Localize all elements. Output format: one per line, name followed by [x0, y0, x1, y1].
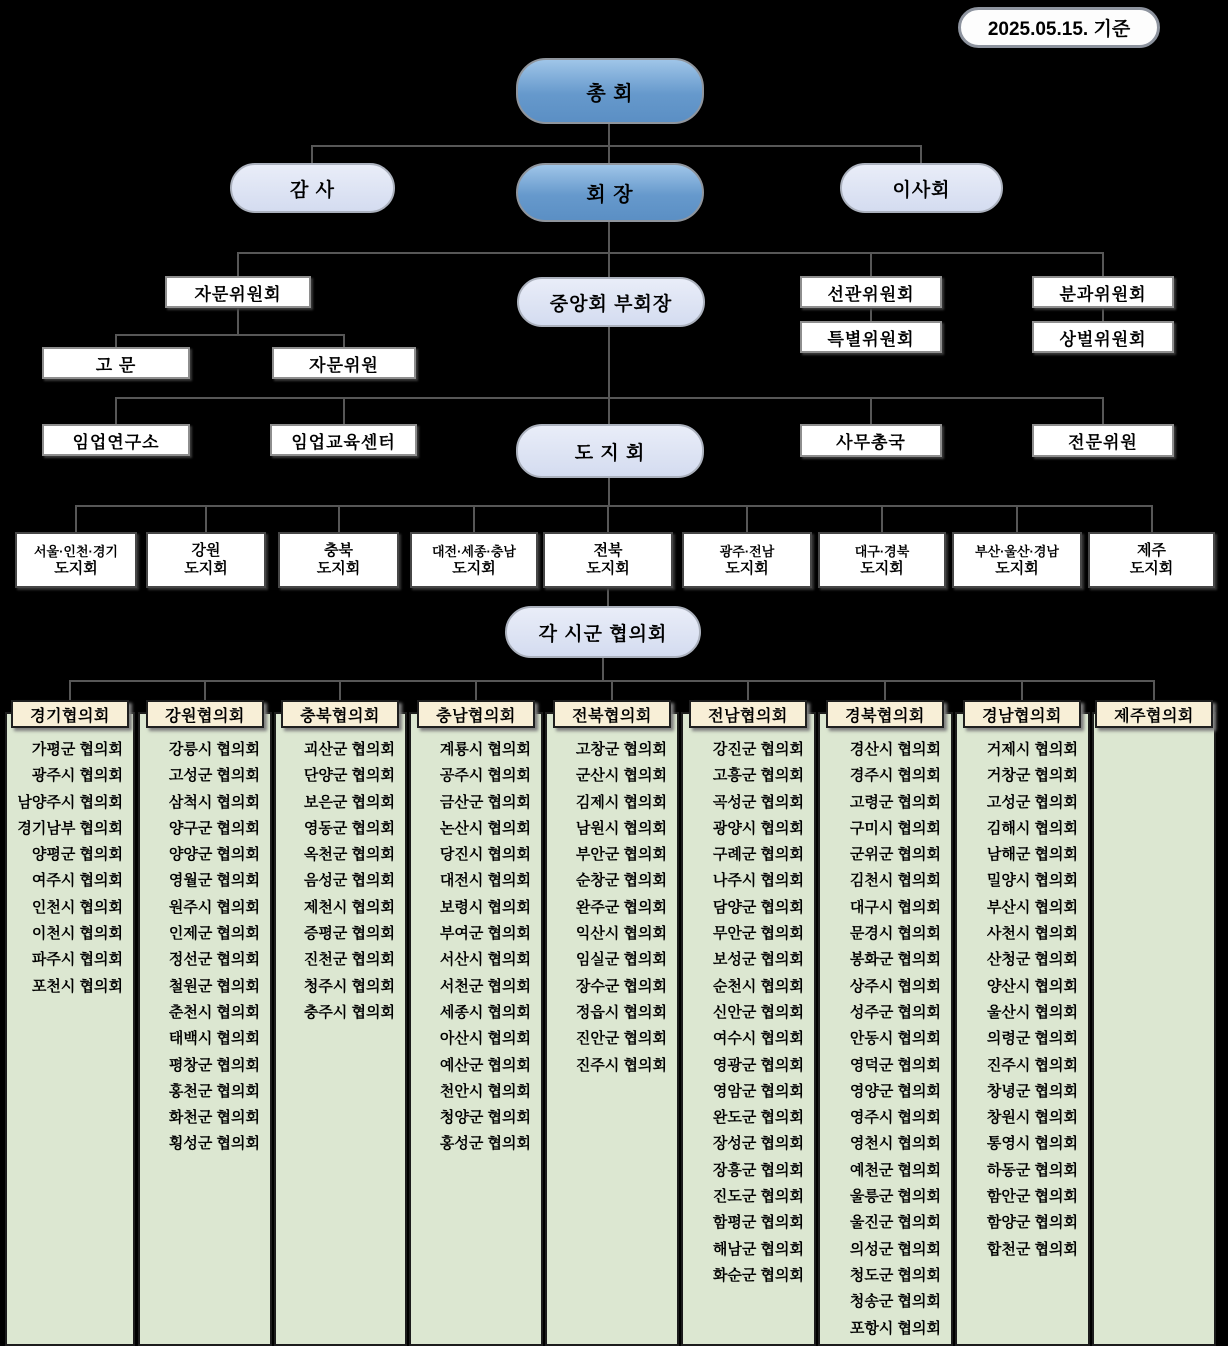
council-item: 남양주시 협의회 [17, 793, 123, 811]
council-item: 영광군 협의회 [712, 1056, 804, 1074]
council-header-chungbuk: 충북협의회 [281, 700, 399, 728]
branch-region: 광주·전남 [719, 543, 775, 559]
connector-line [204, 680, 206, 701]
council-item: 하동군 협의회 [986, 1161, 1078, 1179]
council-item: 예산군 협의회 [439, 1056, 531, 1074]
council-item: 군위군 협의회 [849, 846, 941, 864]
council-item: 봉화군 협의회 [849, 951, 941, 969]
council-item: 이천시 협의회 [31, 925, 123, 943]
council-item: 화순군 협의회 [712, 1266, 804, 1284]
council-item: 상주시 협의회 [849, 977, 941, 995]
council-item: 진주시 협의회 [575, 1056, 667, 1074]
council-item: 창원시 협의회 [986, 1109, 1078, 1127]
council-item: 예천군 협의회 [849, 1161, 941, 1179]
connector-line [237, 308, 239, 336]
branch-suffix: 도지회 [184, 560, 228, 577]
branch-box-gangwon [146, 532, 266, 588]
council-header-jeonbuk: 전북협의회 [553, 700, 671, 728]
council-column-chungnam [409, 712, 543, 1346]
council-item: 영덕군 협의회 [849, 1056, 941, 1074]
connector-line [75, 505, 77, 532]
node-advisor: 고 문 [42, 347, 190, 379]
council-item: 고창군 협의회 [575, 741, 667, 758]
connector-line [607, 588, 609, 606]
council-item: 영월군 협의회 [168, 872, 260, 890]
council-item: 정읍시 협의회 [575, 1003, 667, 1021]
branch-box-jeju [1088, 532, 1215, 588]
council-item: 함평군 협의회 [712, 1214, 804, 1232]
council-item: 고성군 협의회 [986, 793, 1078, 811]
council-item: 강진군 협의회 [712, 741, 804, 758]
connector-line [205, 505, 207, 532]
connector-line [115, 397, 1104, 399]
council-item: 성주군 협의회 [849, 1003, 941, 1021]
council-column-gyeonggi [5, 712, 135, 1346]
council-item: 화천군 협의회 [168, 1109, 260, 1127]
council-item: 세종시 협의회 [439, 1003, 531, 1021]
council-item: 창녕군 협의회 [986, 1082, 1078, 1100]
date-badge: 2025.05.15. 기준 [958, 7, 1160, 48]
connector-line [115, 397, 117, 425]
council-item: 대구시 협의회 [849, 898, 941, 916]
branch-region: 제주 [1137, 542, 1166, 559]
council-item: 영양군 협의회 [849, 1082, 941, 1100]
council-item: 부안군 협의회 [575, 846, 667, 864]
branch-region: 대구·경북 [854, 543, 910, 559]
node-provincial-branch: 도 지 회 [516, 424, 704, 478]
council-item: 여수시 협의회 [712, 1030, 804, 1048]
council-item: 서천군 협의회 [439, 977, 531, 995]
council-item: 평창군 협의회 [168, 1056, 260, 1074]
council-item: 익산시 협의회 [575, 925, 667, 943]
council-item: 양구군 협의회 [168, 819, 260, 837]
council-item: 울릉군 협의회 [849, 1188, 941, 1206]
connector-line [608, 222, 610, 277]
connector-line [611, 680, 613, 701]
council-item: 고령군 협의회 [849, 793, 941, 811]
council-item: 구미시 협의회 [849, 819, 941, 837]
council-item: 영암군 협의회 [712, 1082, 804, 1100]
council-item: 영동군 협의회 [303, 819, 395, 837]
node-reward-discipline-committee: 상벌위원회 [1032, 321, 1174, 353]
council-item: 논산시 협의회 [439, 819, 531, 837]
council-item: 횡성군 협의회 [168, 1135, 260, 1153]
node-vice-president: 중앙회 부회장 [517, 277, 705, 327]
branch-box-daegu-gyeongbuk [818, 532, 946, 588]
node-expert-member: 전문위원 [1032, 424, 1174, 457]
node-secretariat: 사무총국 [800, 424, 942, 457]
council-item: 증평군 협의회 [303, 925, 395, 943]
connector-line [1016, 505, 1018, 532]
council-item: 아산시 협의회 [439, 1030, 531, 1048]
connector-line [343, 334, 345, 348]
council-item: 신안군 협의회 [712, 1003, 804, 1021]
council-item: 장성군 협의회 [712, 1135, 804, 1153]
council-header-gangwon: 강원협의회 [146, 700, 264, 728]
council-item: 정선군 협의회 [168, 951, 260, 969]
council-item: 포천시 협의회 [31, 977, 123, 995]
council-item: 거제시 협의회 [986, 741, 1078, 758]
connector-line [1102, 397, 1104, 425]
council-header-chungnam: 충남협의회 [417, 700, 535, 728]
council-item: 장흥군 협의회 [712, 1161, 804, 1179]
node-advisory-committee: 자문위원회 [165, 276, 311, 308]
connector-line [1102, 252, 1104, 277]
branch-region: 충북 [324, 542, 353, 559]
council-item: 춘천시 협의회 [168, 1003, 260, 1021]
council-item: 홍천군 협의회 [168, 1082, 260, 1100]
council-header-gyeongnam: 경남협의회 [963, 700, 1081, 728]
branch-suffix: 도지회 [860, 559, 904, 577]
node-advisory-member: 자문위원 [272, 347, 416, 379]
connector-line [75, 505, 1152, 507]
branch-suffix: 도지회 [995, 559, 1039, 577]
council-item: 문경시 협의회 [849, 925, 941, 943]
council-item: 거창군 협의회 [986, 767, 1078, 785]
node-president: 회 장 [516, 163, 704, 222]
council-item: 철원군 협의회 [168, 977, 260, 995]
node-subcommittee: 분과위원회 [1032, 276, 1174, 308]
connector-line [747, 680, 749, 701]
council-item: 임실군 협의회 [575, 951, 667, 969]
council-item: 함안군 협의회 [986, 1188, 1078, 1206]
council-item: 태백시 협의회 [168, 1030, 260, 1048]
council-item: 울산시 협의회 [986, 1003, 1078, 1021]
council-header-jeju: 제주협의회 [1095, 700, 1213, 728]
council-item: 울진군 협의회 [849, 1214, 941, 1232]
branch-region: 서울·인천·경기 [33, 543, 118, 559]
council-item: 가평군 협의회 [31, 741, 123, 758]
branch-suffix: 도지회 [316, 560, 361, 577]
connector-line [608, 478, 610, 506]
connector-line [884, 680, 886, 701]
connector-line [602, 658, 604, 681]
council-item: 진안군 협의회 [575, 1030, 667, 1048]
branch-region: 대전·세종·충남 [431, 543, 516, 559]
connector-line [343, 397, 345, 425]
council-column-gyeongnam [955, 712, 1090, 1346]
council-item: 경주시 협의회 [849, 767, 941, 785]
node-general-assembly: 총 회 [516, 58, 704, 124]
council-item: 산청군 협의회 [986, 951, 1078, 969]
branch-region: 전북 [593, 542, 623, 559]
council-item: 삼척시 협의회 [168, 793, 260, 811]
council-item: 계룡시 협의회 [439, 741, 531, 758]
council-item: 단양군 협의회 [303, 767, 395, 785]
council-item: 의성군 협의회 [849, 1240, 941, 1258]
council-column-jeonbuk [545, 712, 679, 1346]
council-item: 곡성군 협의회 [712, 793, 804, 811]
council-header-gyeonggi: 경기협의회 [11, 700, 129, 728]
council-item: 경산시 협의회 [849, 741, 941, 758]
council-item: 부산시 협의회 [986, 898, 1078, 916]
council-item: 진도군 협의회 [712, 1188, 804, 1206]
council-item: 구례군 협의회 [712, 846, 804, 864]
council-item: 영천시 협의회 [849, 1135, 941, 1153]
branch-box-daejeon-sejong-chungnam [410, 532, 538, 588]
council-item: 무안군 협의회 [712, 925, 804, 943]
council-item: 의령군 협의회 [986, 1030, 1078, 1048]
connector-line [475, 680, 477, 701]
council-item: 광양시 협의회 [712, 819, 804, 837]
node-forestry-education-center: 임업교육센터 [270, 424, 417, 456]
council-column-gyeongbuk [818, 712, 953, 1346]
council-item: 청송군 협의회 [849, 1293, 941, 1311]
branch-suffix: 도지회 [586, 560, 630, 577]
connector-line [920, 145, 922, 164]
connector-line [311, 145, 313, 164]
connector-line [473, 505, 475, 532]
council-column-jeonnam [681, 712, 816, 1346]
council-column-gangwon [138, 712, 272, 1346]
council-header-gyeongbuk: 경북협의회 [826, 700, 944, 728]
council-item: 사천시 협의회 [986, 925, 1078, 943]
connector-line [746, 505, 748, 532]
council-item: 홍성군 협의회 [439, 1135, 531, 1153]
council-item: 보은군 협의회 [303, 793, 395, 811]
council-item: 담양군 협의회 [712, 898, 804, 916]
branch-box-seoul-incheon-gyeonggi [15, 532, 137, 588]
council-item: 서산시 협의회 [439, 951, 531, 969]
council-item: 천안시 협의회 [439, 1082, 531, 1100]
council-item: 당진시 협의회 [439, 846, 531, 864]
council-item: 남원시 협의회 [575, 819, 667, 837]
council-item: 보령시 협의회 [439, 898, 531, 916]
connector-line [1021, 680, 1023, 701]
council-item: 제천시 협의회 [303, 898, 395, 916]
council-item: 여주시 협의회 [31, 872, 123, 890]
council-item: 장수군 협의회 [575, 977, 667, 995]
council-item: 김천시 협의회 [849, 872, 941, 890]
council-item: 청양군 협의회 [439, 1109, 531, 1127]
connector-line [881, 505, 883, 532]
council-column-jeju [1092, 712, 1216, 1346]
branch-box-jeonbuk [543, 532, 673, 588]
connector-line [870, 307, 872, 322]
connector-line [1151, 505, 1153, 532]
node-auditor: 감 사 [230, 163, 395, 213]
connector-line [870, 252, 872, 277]
branch-suffix: 도지회 [1129, 560, 1174, 577]
connector-line [339, 680, 341, 701]
council-column-chungbuk [274, 712, 407, 1346]
connector-line [1102, 307, 1104, 322]
connector-line [1153, 680, 1155, 701]
connector-line [237, 252, 239, 277]
council-item: 인제군 협의회 [168, 925, 260, 943]
council-header-jeonnam: 전남협의회 [689, 700, 807, 728]
council-item: 나주시 협의회 [712, 872, 804, 890]
council-item: 원주시 협의회 [168, 898, 260, 916]
council-item: 영주시 협의회 [849, 1109, 941, 1127]
connector-line [608, 327, 610, 425]
council-item: 완주군 협의회 [575, 898, 667, 916]
council-item: 강릉시 협의회 [168, 741, 260, 758]
connector-line [608, 124, 610, 163]
council-item: 함양군 협의회 [986, 1214, 1078, 1232]
council-item: 청도군 협의회 [849, 1266, 941, 1284]
council-item: 부여군 협의회 [439, 925, 531, 943]
council-item: 순창군 협의회 [575, 872, 667, 890]
council-item: 진주시 협의회 [986, 1056, 1078, 1074]
council-item: 공주시 협의회 [439, 767, 531, 785]
council-item: 충주시 협의회 [303, 1003, 395, 1021]
council-item: 경기남부 협의회 [17, 819, 123, 837]
branch-box-chungbuk [278, 532, 399, 588]
council-item: 금산군 협의회 [439, 793, 531, 811]
council-item: 진천군 협의회 [303, 951, 395, 969]
council-item: 양양군 협의회 [168, 846, 260, 864]
council-item: 인천시 협의회 [31, 898, 123, 916]
council-item: 양평군 협의회 [31, 846, 123, 864]
node-board-of-directors: 이사회 [840, 163, 1003, 213]
council-item: 해남군 협의회 [712, 1240, 804, 1258]
council-item: 김제시 협의회 [575, 793, 667, 811]
connector-line [115, 334, 345, 336]
council-item: 밀양시 협의회 [986, 872, 1078, 890]
branch-suffix: 도지회 [725, 559, 769, 577]
council-item: 대전시 협의회 [439, 872, 531, 890]
council-item: 보성군 협의회 [712, 951, 804, 969]
branch-suffix: 도지회 [452, 559, 496, 577]
connector-line [607, 505, 609, 532]
branch-box-busan-ulsan-gyeongnam [952, 532, 1082, 588]
branch-suffix: 도지회 [54, 559, 98, 577]
council-item: 김해시 협의회 [986, 819, 1078, 837]
council-item: 군산시 협의회 [575, 767, 667, 785]
council-item: 괴산군 협의회 [303, 741, 395, 758]
connector-line [870, 397, 872, 425]
council-item: 순천시 협의회 [712, 977, 804, 995]
branch-region: 강원 [191, 542, 221, 559]
council-item: 고성군 협의회 [168, 767, 260, 785]
branch-box-gwangju-jeonnam [682, 532, 812, 588]
node-city-county-councils: 각 시군 협의회 [505, 606, 701, 658]
council-item: 음성군 협의회 [303, 872, 395, 890]
council-item: 고흥군 협의회 [712, 767, 804, 785]
node-election-committee: 선관위원회 [800, 276, 942, 308]
council-item: 파주시 협의회 [31, 951, 123, 969]
council-item: 양산시 협의회 [986, 977, 1078, 995]
branch-region: 부산·울산·경남 [974, 543, 1059, 559]
council-item: 통영시 협의회 [986, 1135, 1078, 1153]
council-item: 안동시 협의회 [849, 1030, 941, 1048]
connector-line [338, 505, 340, 532]
council-item: 합천군 협의회 [986, 1240, 1078, 1258]
node-special-committee: 특별위원회 [800, 321, 942, 353]
node-forestry-research-institute: 임업연구소 [42, 424, 190, 456]
council-item: 청주시 협의회 [303, 977, 395, 995]
connector-line [311, 145, 922, 147]
connector-line [115, 334, 117, 348]
council-item: 옥천군 협의회 [303, 846, 395, 864]
connector-line [237, 252, 1104, 254]
council-item: 남해군 협의회 [986, 846, 1078, 864]
council-item: 광주시 협의회 [31, 767, 123, 785]
council-item: 완도군 협의회 [712, 1109, 804, 1127]
connector-line [69, 680, 71, 701]
council-item: 포항시 협의회 [849, 1319, 941, 1337]
